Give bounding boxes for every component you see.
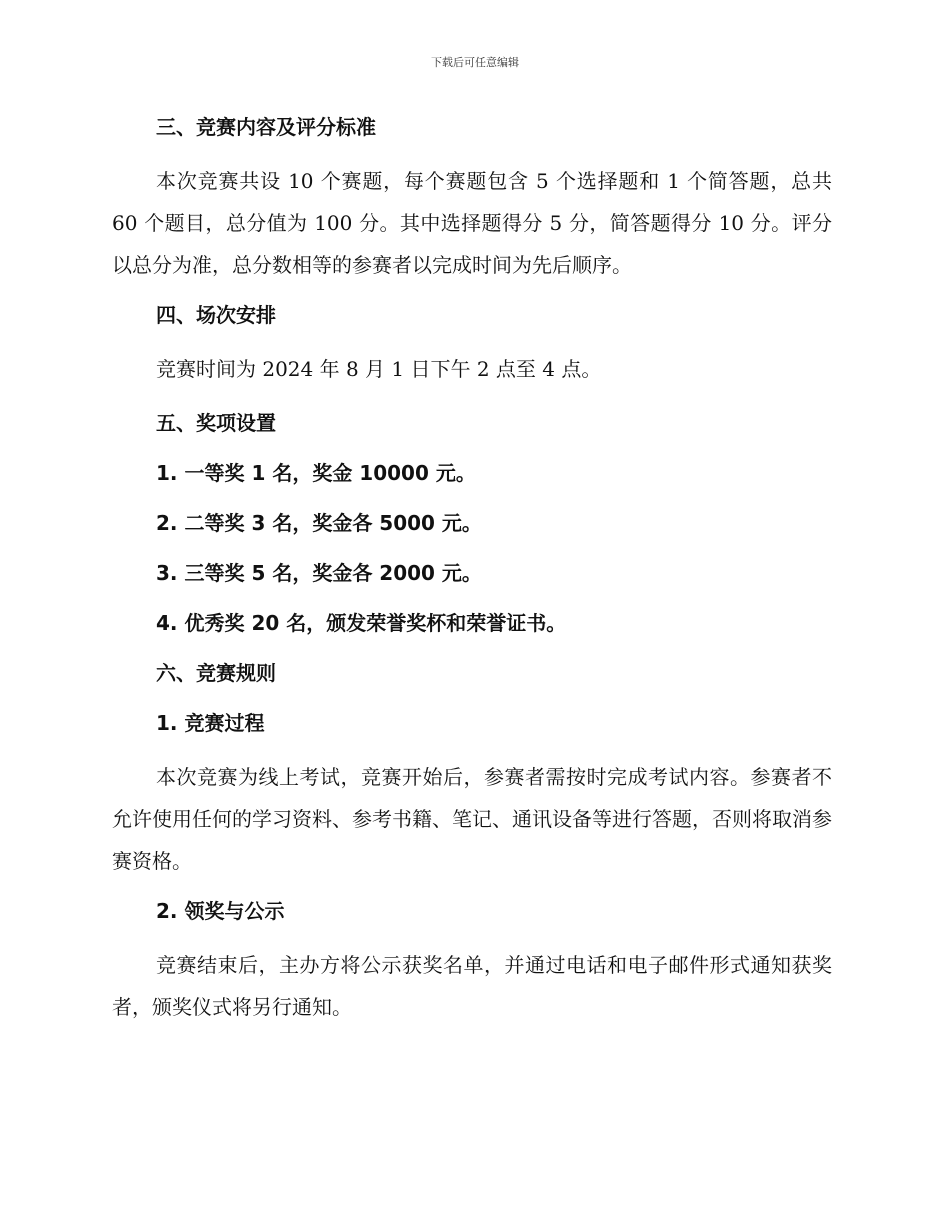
section-heading-content-scoring: 三、竞赛内容及评分标准	[156, 115, 376, 139]
award-item-second: 2. 二等奖 3 名，奖金各 5000 元。	[156, 511, 482, 535]
award-item-first: 1. 一等奖 1 名，奖金 10000 元。	[156, 461, 476, 485]
section-heading-schedule: 四、场次安排	[156, 303, 276, 327]
paragraph-awards-announcement: 竞赛结束后，主办方将公示获奖名单，并通过电话和电子邮件形式通知获奖者，颁奖仪式将另行通知。	[112, 953, 832, 1019]
document-body	[112, 110, 832, 1040]
paragraph-schedule: 竞赛时间为 2024 年 8 月 1 日下午 2 点至 4 点。	[156, 357, 602, 381]
paragraph-content-scoring: 本次竞赛共设 10 个赛题，每个赛题包含 5 个选择题和 1 个简答题，总共 60 个题目，总分值为 100 分。其中选择题得分 5 分，简答题得分 10 分。评分以总分为准，总分数相等的参赛者以完成时间为先后顺序。	[112, 169, 832, 277]
paragraph-competition-process: 本次竞赛为线上考试，竞赛开始后，参赛者需按时完成考试内容。参赛者不允许使用任何的学习资料、参考书籍、笔记、通讯设备等进行答题，否则将取消参赛资格。	[112, 765, 832, 873]
award-item-excellence: 4. 优秀奖 20 名，颁发荣誉奖杯和荣誉证书。	[156, 611, 567, 635]
award-item-third: 3. 三等奖 5 名，奖金各 2000 元。	[156, 561, 482, 585]
page-header-note: 下载后可任意编辑	[431, 56, 519, 69]
section-heading-awards: 五、奖项设置	[156, 411, 276, 435]
section-heading-rules: 六、竞赛规则	[156, 661, 276, 685]
subheading-awards-announcement: 2. 领奖与公示	[156, 899, 285, 923]
subheading-competition-process: 1. 竞赛过程	[156, 711, 265, 735]
